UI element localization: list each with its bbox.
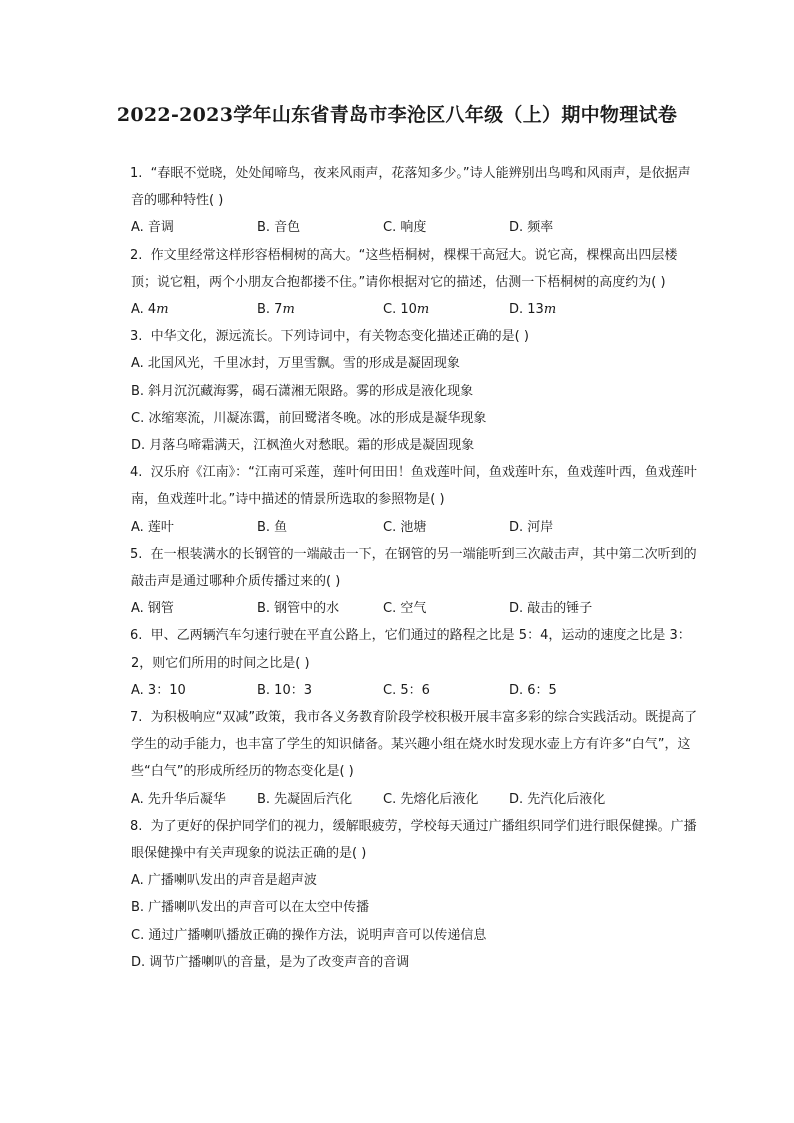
question-stem bbox=[131, 323, 703, 350]
option-c: C. 冰缩寒流，川凝冻霭，前回鹭渚冬晚。冰的形成是凝华现象 bbox=[131, 410, 487, 426]
option-a: A. 莲叶 bbox=[131, 519, 174, 535]
option-b bbox=[257, 296, 383, 323]
question-stem bbox=[131, 813, 703, 867]
question-number: 2. bbox=[130, 247, 143, 263]
question-stem bbox=[131, 622, 703, 676]
option-d: D. 调节广播喇叭的音量，是为了改变声音的音调 bbox=[131, 954, 410, 970]
question-list bbox=[131, 160, 703, 976]
option-a: A. 3：10 bbox=[131, 682, 186, 698]
question-number: 5. bbox=[130, 546, 143, 562]
question-number: 8. bbox=[130, 818, 143, 834]
options-column bbox=[131, 350, 703, 459]
option-b: B. 斜月沉沉藏海雾，碣石潇湘无限路。雾的形成是液化现象 bbox=[131, 383, 474, 399]
option-b: B. 钢管中的水 bbox=[257, 601, 340, 617]
option-c: C. 5：6 bbox=[383, 682, 430, 698]
options-row bbox=[131, 595, 703, 622]
option-value: D. 13 bbox=[509, 302, 544, 318]
question-6 bbox=[131, 622, 703, 704]
option-b: B. 鱼 bbox=[257, 519, 288, 535]
question-stem bbox=[131, 704, 703, 786]
question-3 bbox=[131, 323, 703, 459]
option-d: D. 河岸 bbox=[509, 519, 554, 535]
question-text: 汉乐府《江南》：“江南可采莲，莲叶何田田！鱼戏莲叶间，鱼戏莲叶东，鱼戏莲叶西，鱼戏莲叶南，鱼戏莲叶北。”诗中描述的情景所选取的参照物是( ) bbox=[131, 465, 697, 508]
option-c: C. 池塘 bbox=[383, 519, 427, 535]
question-number: 3. bbox=[130, 329, 143, 345]
unit-label: m bbox=[282, 302, 295, 318]
option-value: A. 4 bbox=[131, 302, 157, 318]
question-text: 为了更好的保护同学们的视力，缓解眼疲劳，学校每天通过广播组织同学们进行眼保健操。广播眼保健操中有关声现象的说法正确的是( ) bbox=[131, 818, 697, 862]
question-stem bbox=[131, 242, 703, 296]
page-title: 2022-2023学年山东省青岛市李沧区八年级（上）期中物理试卷 bbox=[116, 104, 678, 126]
options-row bbox=[131, 214, 703, 241]
question-text: 为积极响应“双减”政策，我市各义务教育阶段学校积极开展丰富多彩的综合实践活动。既提高了学生的动手能力，也丰富了学生的知识储备。某兴趣小组在烧水时发现水壶上方有许多“白气”，这些“白气”的形成所经历的物态变化是( ) bbox=[131, 710, 698, 780]
question-stem bbox=[131, 160, 703, 214]
options-row bbox=[131, 677, 703, 704]
option-d: D. 月落乌啼霜满天，江枫渔火对愁眠。霜的形成是凝固现象 bbox=[131, 438, 475, 454]
option-a: A. 音调 bbox=[131, 220, 174, 236]
option-d: D. 频率 bbox=[509, 220, 554, 236]
option-a: A. 北国风光，千里冰封，万里雪飘。雪的形成是凝固现象 bbox=[131, 356, 460, 372]
option-d: D. 敲击的锤子 bbox=[509, 601, 593, 617]
question-2 bbox=[131, 242, 703, 324]
question-number: 6. bbox=[130, 628, 143, 644]
question-stem bbox=[131, 541, 703, 595]
options-column bbox=[131, 867, 703, 976]
option-a: A. 广播喇叭发出的声音是超声波 bbox=[131, 873, 317, 889]
option-d: D. 先汽化后液化 bbox=[509, 791, 606, 807]
option-value: C. 10 bbox=[383, 302, 417, 318]
options-row bbox=[131, 514, 703, 541]
question-text: 在一根装满水的长钢管的一端敲击一下，在钢管的另一端能听到三次敲击声，其中第二次听到的敲击声是通过哪种介质传播过来的( ) bbox=[131, 546, 697, 590]
option-a: A. 钢管 bbox=[131, 601, 174, 617]
unit-label: m bbox=[156, 302, 169, 318]
option-value: B. 7 bbox=[257, 302, 283, 318]
question-number: 4. bbox=[130, 465, 143, 481]
question-text: “春眠不觉晓，处处闻啼鸟，夜来风雨声，花落知多少。”诗人能辨别出鸟鸣和风雨声，是依据声音的哪种特性( ) bbox=[131, 166, 691, 209]
question-1 bbox=[131, 160, 703, 242]
question-5 bbox=[131, 541, 703, 623]
option-a: A. 先升华后凝华 bbox=[131, 791, 226, 807]
option-b: B. 10：3 bbox=[257, 682, 312, 698]
option-a bbox=[131, 296, 257, 323]
question-text: 甲、乙两辆汽车匀速行驶在平直公路上，它们通过的路程之比是 5：4，运动的速度之比是 3：2，则它们所用的时间之比是( ) bbox=[131, 628, 691, 671]
question-stem bbox=[131, 459, 703, 513]
option-d: D. 6：5 bbox=[509, 682, 557, 698]
option-c: C. 先熔化后液化 bbox=[383, 791, 479, 807]
option-c: C. 响度 bbox=[383, 220, 427, 236]
option-d bbox=[509, 296, 635, 323]
question-text: 作文里经常这样形容梧桐树的高大。“这些梧桐树，棵棵干高冠大。说它高，棵棵高出四层楼顶；说它粗，两个小朋友合抱都搂不住。”请你根据对它的描述，估测一下梧桐树的高度约为( ) bbox=[131, 247, 678, 290]
question-number: 1. bbox=[130, 166, 143, 181]
question-4 bbox=[131, 459, 703, 541]
option-b: B. 广播喇叭发出的声音可以在太空中传播 bbox=[131, 900, 370, 916]
option-c: C. 通过广播喇叭播放正确的操作方法，说明声音可以传递信息 bbox=[131, 927, 487, 943]
option-b: B. 先凝固后汽化 bbox=[257, 791, 353, 807]
question-text: 中华文化，源远流长。下列诗词中，有关物态变化描述正确的是( ) bbox=[150, 329, 529, 345]
options-row bbox=[131, 786, 703, 813]
question-8 bbox=[131, 813, 703, 976]
option-c bbox=[383, 296, 509, 323]
unit-label: m bbox=[416, 302, 430, 318]
unit-label: m bbox=[543, 302, 557, 318]
option-c: C. 空气 bbox=[383, 601, 427, 617]
question-7 bbox=[131, 704, 703, 813]
option-b: B. 音色 bbox=[257, 220, 301, 236]
options-row bbox=[131, 296, 703, 323]
question-number: 7. bbox=[130, 710, 143, 726]
